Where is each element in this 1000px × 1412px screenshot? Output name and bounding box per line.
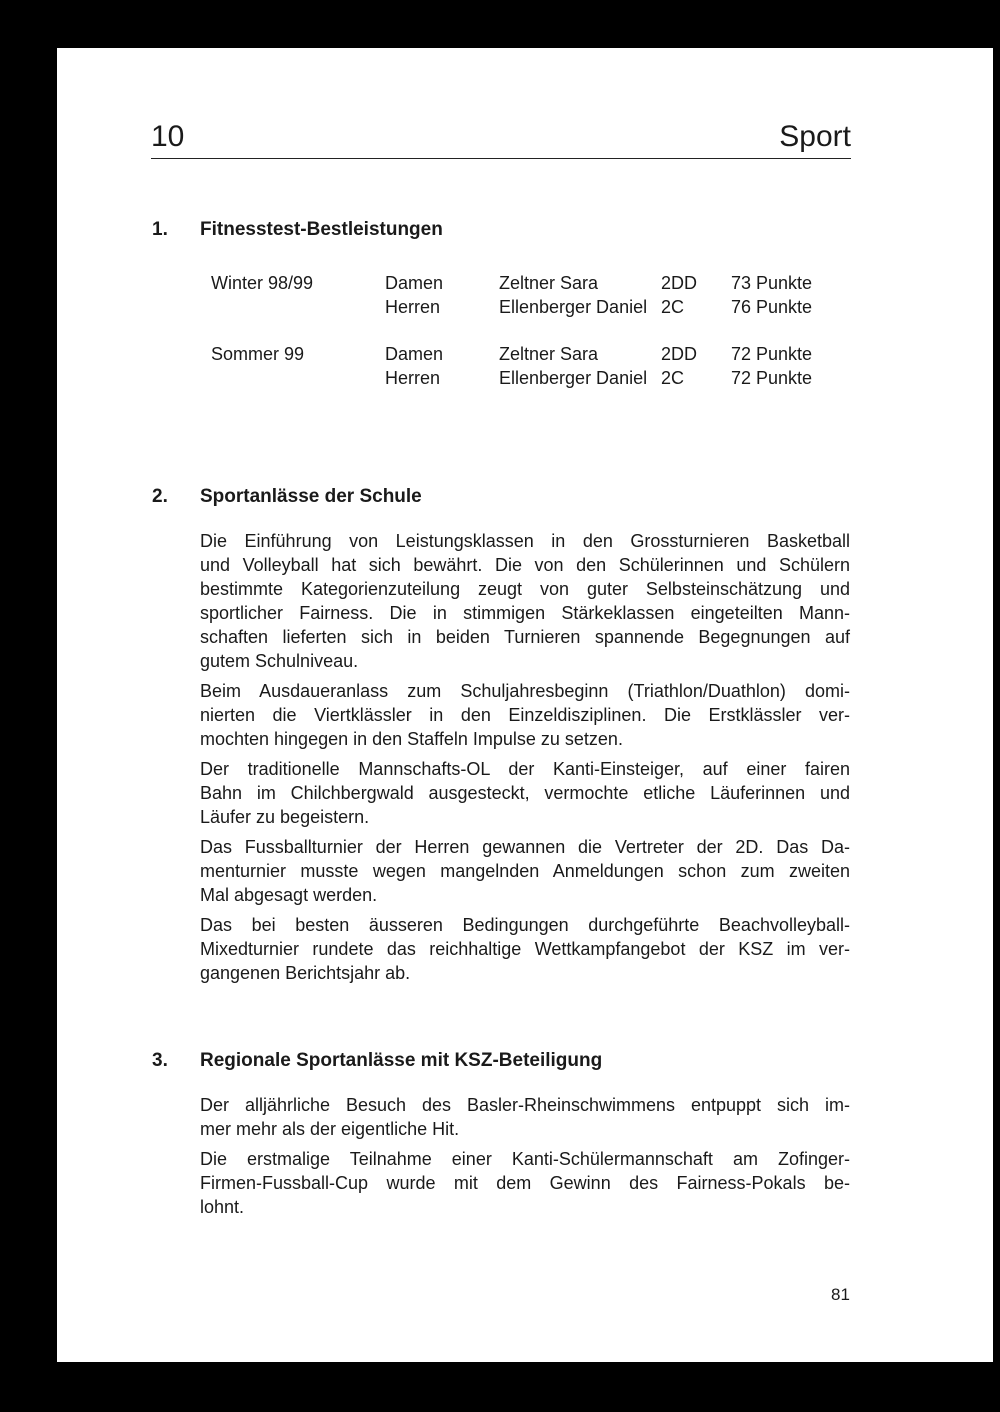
chapter-number: 10 — [151, 120, 185, 153]
text-line: Das bei besten äusseren Bedingungen durchgeführte Beachvolleyball- — [200, 915, 850, 935]
cell-category: Damen — [385, 273, 444, 293]
chapter-header — [151, 118, 851, 159]
section-number: 3. — [152, 1050, 168, 1071]
section-title: Sportanlässe der Schule — [200, 486, 422, 507]
cell-points: 72 Punkte — [731, 368, 813, 388]
text-line: menturnier musste wegen mangelnden Anmeldungen schon zum zweiten — [200, 861, 850, 881]
cell-name: Zeltner Sara — [499, 344, 599, 364]
cell-season: Sommer 99 — [211, 344, 305, 364]
paragraph — [200, 913, 850, 985]
text-line: schaften lieferten sich in beiden Turnieren spannende Begegnungen auf — [200, 627, 850, 647]
paragraph — [200, 529, 850, 673]
text-line: gutem Schulniveau. — [200, 651, 359, 671]
text-line: und Volleyball hat sich bewährt. Die von den Schülerinnen und Schülern — [200, 555, 850, 575]
cell-category: Herren — [385, 368, 441, 388]
cell-name: Ellenberger Daniel — [499, 368, 648, 388]
section-2-body — [200, 529, 850, 991]
section-title: Fitnesstest-Bestleistungen — [200, 219, 443, 240]
paragraph — [200, 835, 850, 907]
cell-season: Winter 98/99 — [211, 273, 314, 293]
text-line: Das Fussballturnier der Herren gewannen die Vertreter der 2D. Das Da- — [200, 837, 850, 857]
section-heading-3 — [152, 1050, 602, 1072]
cell-class: 2DD — [661, 344, 698, 364]
section-heading-1 — [152, 219, 443, 241]
text-line: Der alljährliche Besuch des Basler-Rheinschwimmens entpuppt sich im- — [200, 1095, 850, 1115]
section-number: 1. — [152, 219, 168, 240]
text-line: Mal abgesagt werden. — [200, 885, 378, 905]
cell-points: 72 Punkte — [731, 344, 813, 364]
text-line: lohnt. — [200, 1197, 245, 1217]
cell-points: 73 Punkte — [731, 273, 813, 293]
cell-name: Zeltner Sara — [499, 273, 599, 293]
cell-class: 2C — [661, 368, 685, 388]
paragraph — [200, 1147, 850, 1219]
paragraph — [200, 679, 850, 751]
paragraph — [200, 1093, 850, 1141]
section-title: Regionale Sportanlässe mit KSZ-Beteiligung — [200, 1050, 603, 1071]
text-line: mochten hingegen in den Staffeln Impulse zu setzen. — [200, 729, 623, 749]
section-number: 2. — [152, 486, 168, 507]
text-line: Die erstmalige Teilnahme einer Kanti-Schülermannschaft am Zofinger- — [200, 1149, 850, 1169]
text-line: sportlicher Fairness. Die in stimmigen Stärkeklassen eingeteilten Mann- — [200, 603, 850, 623]
text-line: gangenen Berichtsjahr ab. — [200, 963, 411, 983]
text-line: bestimmte Kategorienzuteilung zeugt von guter Selbsteinschätzung und — [200, 579, 850, 599]
chapter-title: Sport — [779, 120, 851, 153]
cell-category: Damen — [385, 344, 444, 364]
cell-points: 76 Punkte — [731, 297, 813, 317]
cell-category: Herren — [385, 297, 441, 317]
text-line: Firmen-Fussball-Cup wurde mit dem Gewinn des Fairness-Pokals be- — [200, 1173, 850, 1193]
text-line: mer mehr als der eigentliche Hit. — [200, 1119, 460, 1139]
text-line: Mixedturnier rundete das reichhaltige Wettkampfangebot der KSZ im ver- — [200, 939, 850, 959]
page-number: 81 — [831, 1285, 850, 1304]
cell-class: 2C — [661, 297, 685, 317]
section-3-body — [200, 1093, 850, 1225]
cell-name: Ellenberger Daniel — [499, 297, 648, 317]
section-heading-2 — [152, 486, 422, 508]
text-line: Läufer zu begeistern. — [200, 807, 370, 827]
text-line: Der traditionelle Mannschafts-OL der Kanti-Einsteiger, auf einer fairen — [200, 759, 850, 779]
paragraph — [200, 757, 850, 829]
text-line: nierten die Viertklässler in den Einzeldisziplinen. Die Erstklässler ver- — [200, 705, 850, 725]
cell-class: 2DD — [661, 273, 698, 293]
text-line: Bahn im Chilchbergwald ausgesteckt, vermochte etliche Läuferinnen und — [200, 783, 850, 803]
text-line: Die Einführung von Leistungsklassen in den Grossturnieren Basketball — [200, 531, 850, 551]
text-line: Beim Ausdaueranlass zum Schuljahresbeginn (Triathlon/Duathlon) domi- — [200, 681, 850, 701]
